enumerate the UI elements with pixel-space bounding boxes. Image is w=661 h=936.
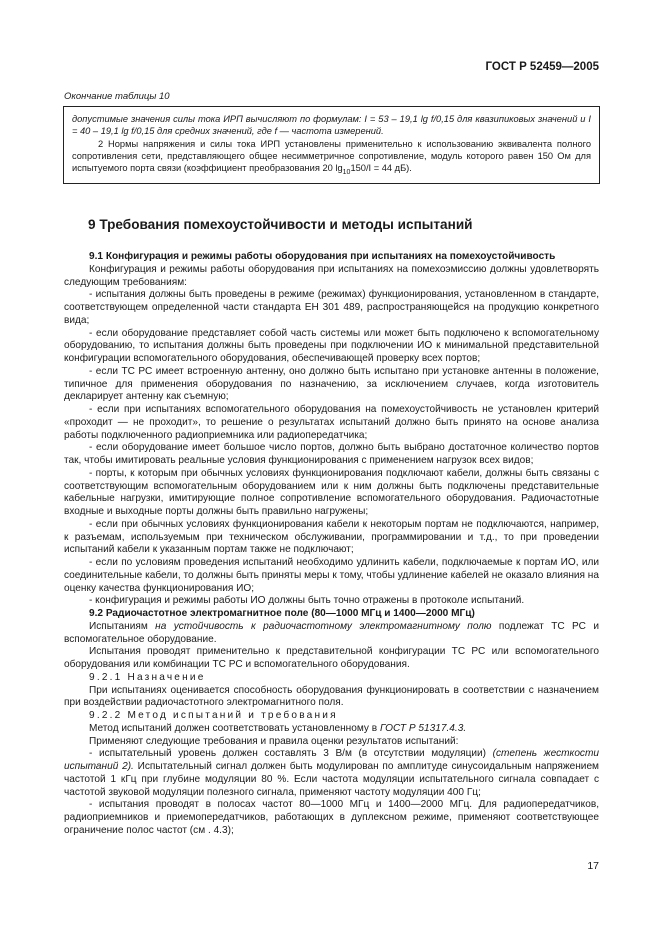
note-1: допустимые значения силы тока ИРП вычисляют по формулам: I = 53 – 19,1 lg f/0,15 для квазипиковых значений и I = 40 – 19,1 lg f/0,15 для средних значений, где f — частота измерений.: [72, 114, 591, 137]
list-item: - порты, к которым при обычных условиях функционирования подключают кабели, должны быть связаны с соответствующим вспомогательным оборудованием или к ним должны быть подключены представительные кабельные нагрузки, имитирующие полное сопротивление вспомогательного оборудования. Радиочастотные входные и выходные порты должны быть правильно нагружены;: [64, 467, 599, 517]
subsection-9-2-1-heading: 9.2.1 Назначение: [89, 671, 206, 683]
section-9-heading: 9 Требования помехоустойчивости и методы испытаний: [88, 217, 473, 232]
paragraph: Испытаниям на устойчивость к радиочастотному электромагнитному полю подлежат ТС РС и вспомогательное оборудование.: [64, 620, 599, 645]
list-item: - испытания должны быть проведены в режиме (режимах) функционирования, установленном в стандарте, соответствующем определенной части стандарта ЕН 301 489, распространяющейся на продукцию конкретного вида;: [64, 289, 599, 326]
paragraph: Испытания проводят применительно к представительной конфигурации ТС РС или вспомогательного оборудования или комбинации ТС РС и вспомогательного оборудования.: [64, 646, 599, 670]
list-item: - если при обычных условиях функционирования кабели к некоторым портам не подключаются, например, к разъемам, используемым при техническом обслуживании, программировании и т.д., то при проведении испытаний кабели к указанным портам также не подключают;: [64, 518, 599, 556]
paragraph: При испытаниях оценивается способность оборудования функционировать в соответствии с назначением при воздействии радиочастотного электромагнитного поля.: [64, 684, 599, 709]
subsection-9-2-heading: 9.2 Радиочастотное электромагнитное поле (80—1000 МГц и 1400—2000 МГц): [89, 608, 475, 619]
list-item: - испытательный уровень должен составлять 3 В/м (в отсутствии модуляции) (степень жесткости испытаний 2). Испытательный сигнал должен быть модулирован по амплитуде синусоидальным напряжением частотой 1 кГц при глубине модуляции 80 %. Если частота модуляции испытательного сигнала совпадает с частотой звуковой модуляции полезного сигнала, применяют частоту модуляции 400 Гц;: [64, 748, 600, 798]
list-item: - испытания проводят в полосах частот 80—1000 МГц и 1400—2000 МГц. Для радиопередатчиков, радиоприемников и приемопередатчиков, работающих в дуплексном режиме, применяют соответствующее ограничение полос частот (см . 4.3);: [64, 799, 599, 836]
standard-reference: ГОСТ Р 51317.4.3.: [379, 722, 467, 734]
section-body: [64, 251, 599, 838]
list-item: - если ТС РС имеет встроенную антенну, оно должно быть испытано при установке антенны в положение, типичное для применения оборудования по назначению, за исключением случаев, когда изготовитель декларирует антенну как съемную;: [64, 365, 599, 403]
list-item: - конфигурация и режимы работы ИО должны быть точно отражены в протоколе испытаний.: [89, 595, 525, 607]
standard-number: ГОСТ Р 52459—2005: [485, 61, 599, 73]
list-item: - если по условиям проведения испытаний необходимо удлинить кабели, подключаемые к портам ИО, или соединительные кабели, то должны быть приняты меры к тому, чтобы удлинение кабелей не оказало влияния на оценку качества функционирования ИО;: [64, 557, 599, 594]
paragraph: Метод испытаний должен соответствовать установленному в ГОСТ Р 51317.4.3.: [89, 722, 467, 734]
page-number: 17: [587, 860, 599, 872]
subsection-9-2-2-heading: 9.2.2 Метод испытаний и требования: [89, 710, 338, 721]
paragraph: Конфигурация и режимы работы оборудования при испытаниях на помехоэмиссию должны удовлетворять следующим требованиям:: [64, 263, 599, 288]
table-continuation-caption: Окончание таблицы 10: [64, 91, 170, 102]
list-item: - если оборудование представляет собой часть системы или может быть подключено к вспомогательному оборудованию, то испытания должны быть проведены при подключении ИО к минимальной представительной конфигурации вспомогательного оборудования, обеспечивающей проверку всех портов;: [64, 327, 599, 364]
subsection-9-1-heading: 9.1 Конфигурация и режимы работы оборудования при испытаниях на помехоустойчивость: [89, 251, 556, 262]
paragraph: Применяют следующие требования и правила оценки результатов испытаний:: [89, 735, 459, 747]
list-item: - если оборудование имеет большое число портов, должно быть выбрано достаточное количество портов так, чтобы имитировать реальные условия функционирования с применением нагрузок всех видов;: [64, 442, 599, 466]
note-2: 2 Нормы напряжения и силы тока ИРП установлены применительно к использованию эквивалента полного сопротивления сети, представляющего общее несимметричное сопротивление, модуль которого равен 150 Ом для испытуемого порта связи (коэффициент преобразования 20 $\lg_{10}150/I = 44$ дБ).: [72, 138, 591, 177]
list-item: - если при испытаниях вспомогательного оборудования на помехоустойчивость не установлен критерий «проходит — не проходит», то решение о результатах испытаний должно быть принято на основе анализа работы подключенного радиоприемника или радиопередатчика;: [64, 404, 599, 441]
table-notes: [72, 113, 591, 179]
table-notes-box: [63, 106, 600, 184]
